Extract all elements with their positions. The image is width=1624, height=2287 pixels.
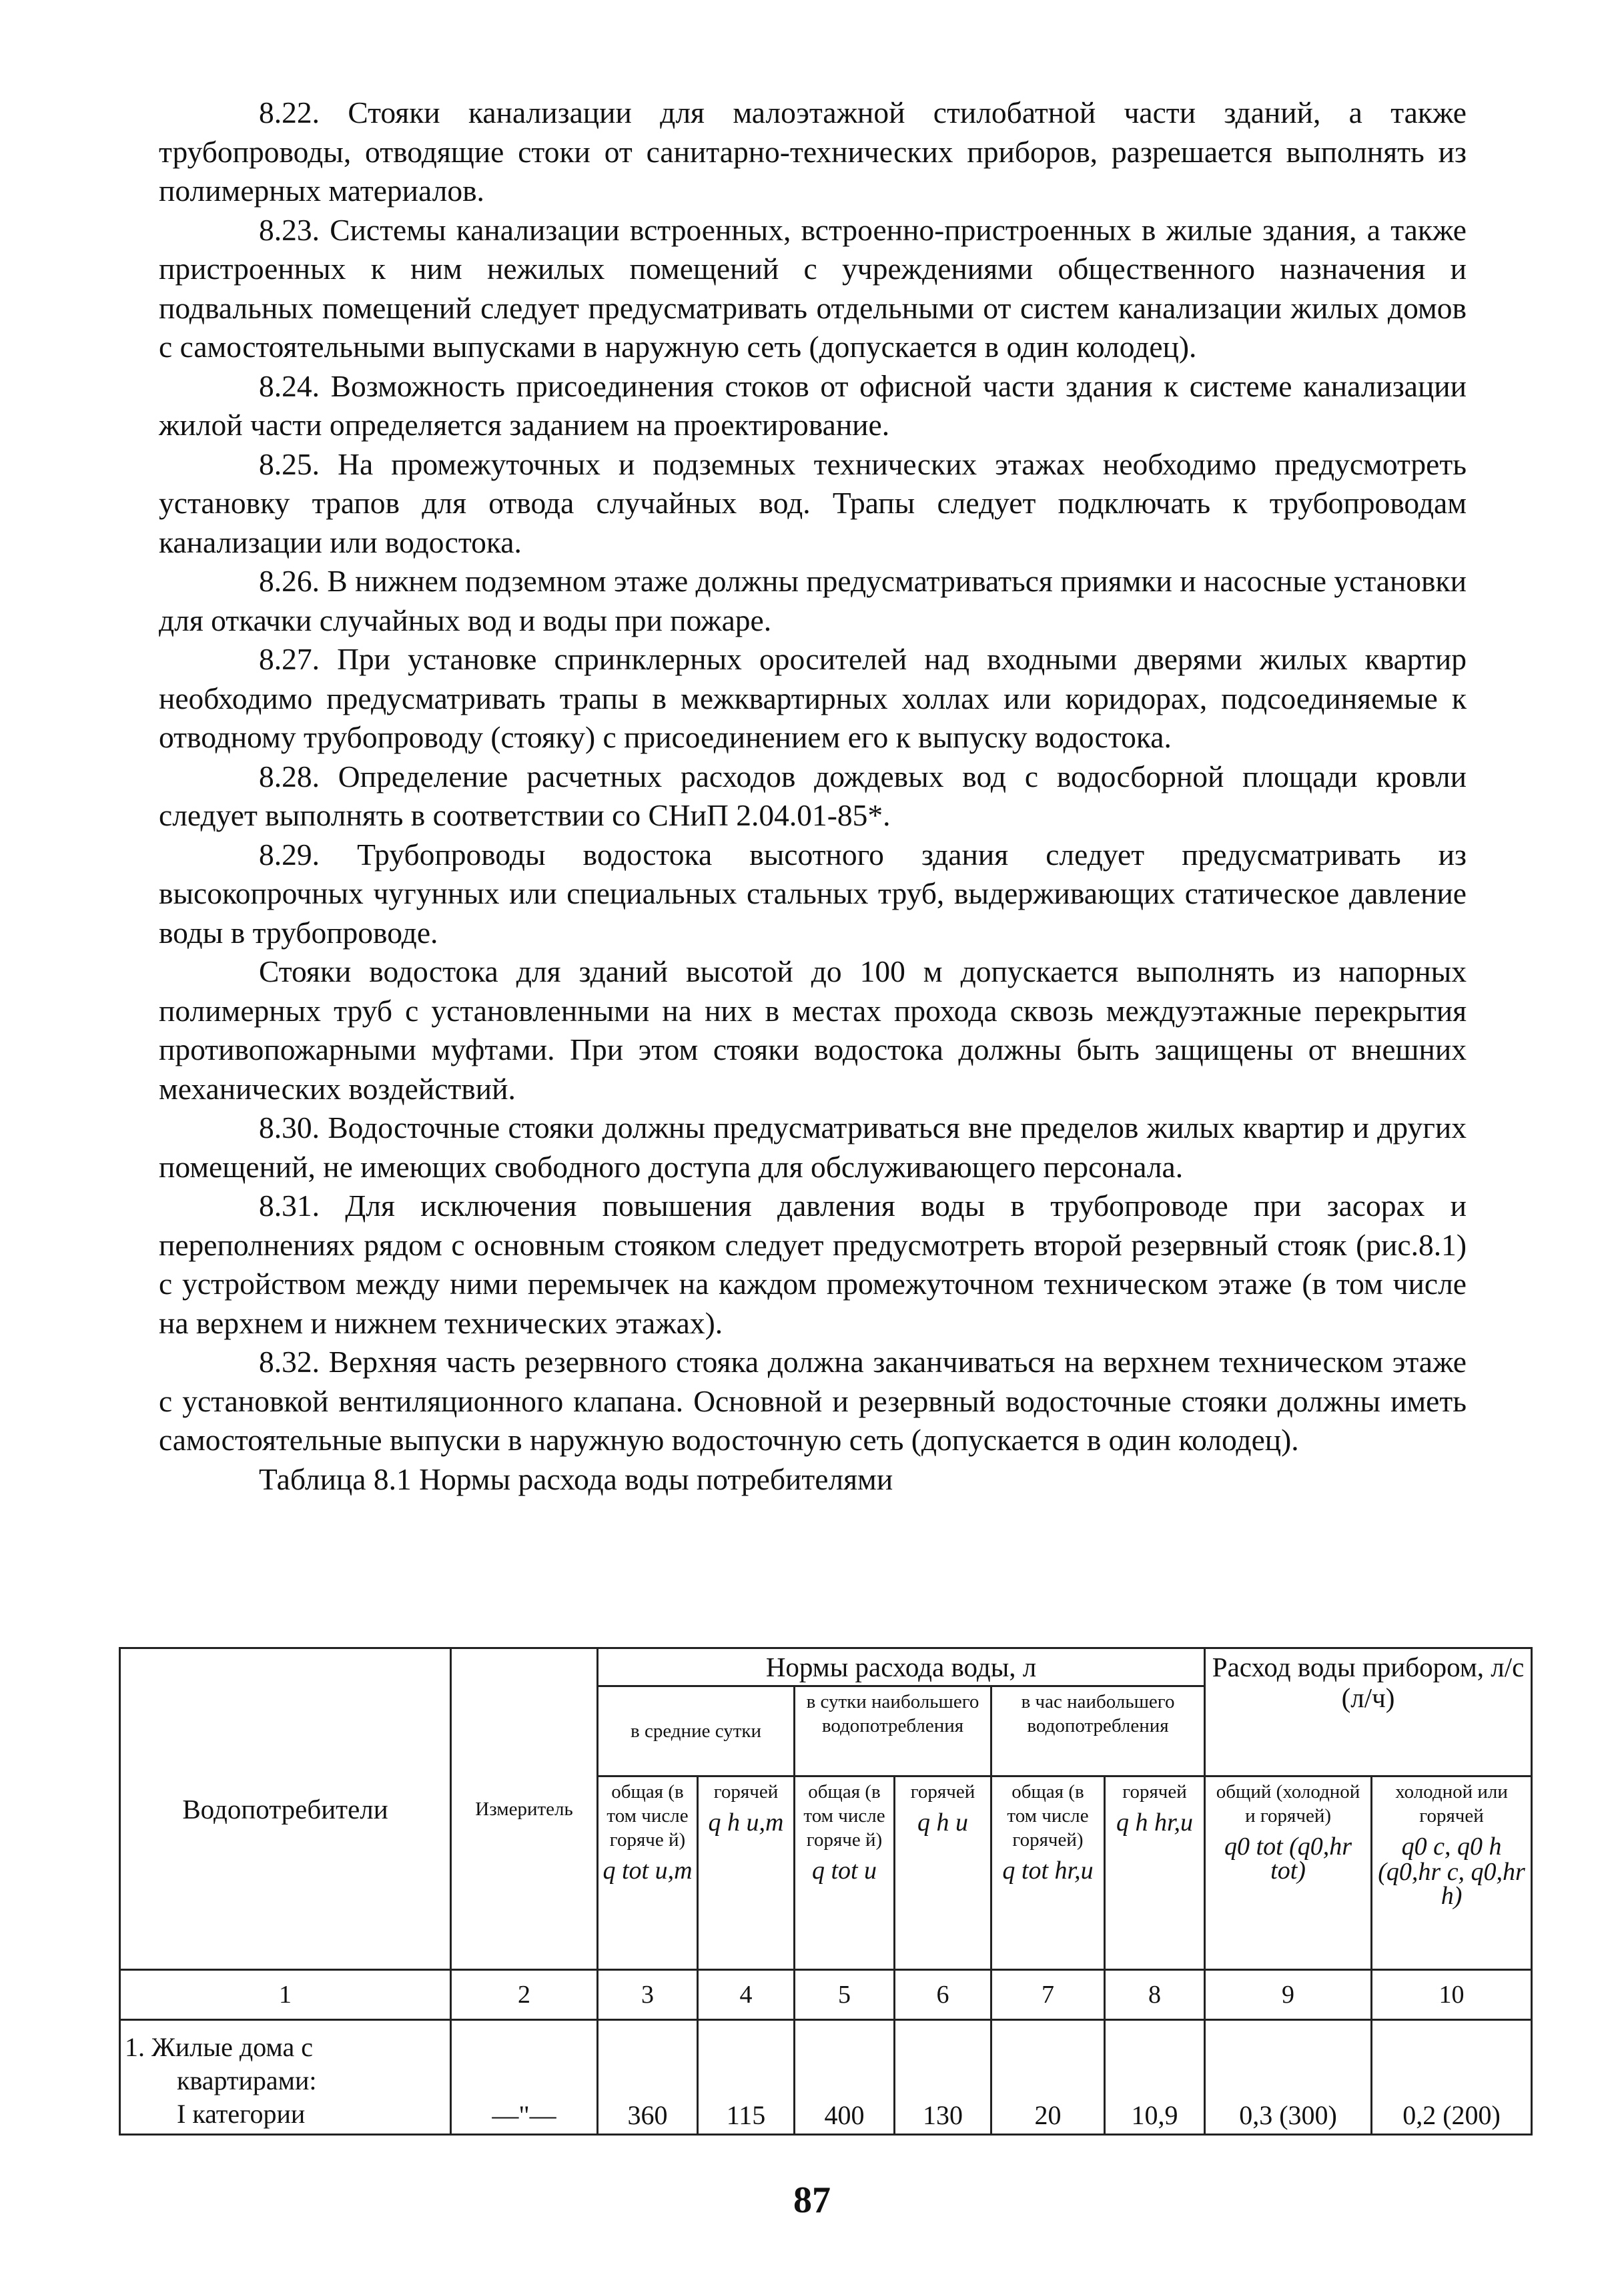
paragraph-8-28: 8.28. Определение расчетных расходов дождевых вод с водосборной площади кровли следует выполнять в соответствии со СНиП 2.04.01-85*. — [159, 759, 1467, 832]
header-norms: Нормы расхода воды, л — [598, 1648, 1205, 1686]
col-number: 7 — [991, 1970, 1105, 2020]
col-number: 1 — [120, 1970, 451, 2020]
page-number: 87 — [793, 2180, 831, 2221]
paragraph-8-30: 8.30. Водосточные стояки должны предусматриваться вне пределов жилых квартир и других помещений, не имеющих свободного доступа для обслуживающего персонала. — [159, 1110, 1467, 1184]
col-number: 4 — [698, 1970, 795, 2020]
row-name-line: I категории — [177, 2099, 306, 2129]
header-col10 — [1372, 1776, 1532, 1970]
header-col6 — [895, 1776, 991, 1970]
row-unit: —"— — [451, 2020, 598, 2135]
col-number: 2 — [451, 1970, 598, 2020]
symbol-q0hr-c-h: (q0,hr c, q0,hr h) — [1378, 1858, 1525, 1910]
header-col3 — [598, 1776, 698, 1970]
header-total-label: общая (в том числе горяче й) — [803, 1781, 885, 1851]
cell-value: 360 — [598, 2020, 698, 2135]
col-number: 10 — [1372, 1970, 1532, 2020]
symbol-q-h-u: q h u — [917, 1809, 968, 1837]
header-max-hour: в час наибольшего водопотребления — [991, 1686, 1205, 1776]
row-consumer-name — [120, 2020, 451, 2135]
symbol-q-tot-u: q tot u — [811, 1857, 877, 1885]
table-caption: Таблица 8.1 Нормы расхода воды потребителями — [259, 1461, 893, 1496]
symbol-q-tot-hru: q tot hr,u — [1002, 1857, 1094, 1885]
cell-value: 0,3 (300) — [1205, 2020, 1372, 2135]
paragraph-8-22: 8.22. Стояки канализации для малоэтажной стилобатной части зданий, а также трубопроводы, отводящие стоки от санитарно-технических приборов, разрешается выполнять из полимерных материалов. — [159, 95, 1467, 208]
document-body — [159, 93, 1467, 1499]
paragraph-8-26: 8.26. В нижнем подземном этаже должны предусматриваться приямки и насосные установки для откачки случайных вод и воды при пожаре. — [159, 564, 1467, 637]
header-cold-or-hot: холодной или горячей — [1395, 1781, 1508, 1827]
col-number: 3 — [598, 1970, 698, 2020]
header-col8 — [1105, 1776, 1205, 1970]
paragraph-8-27: 8.27. При установке спринклерных оросителей над входными дверями жилых квартир необходимо предусматривать трапы в межквартирных холлах или коридорах, подсоединяемые к отводному трубопроводу (стояку) с присоединением его к выпуску водостока. — [159, 642, 1467, 754]
paragraph-8-32: 8.32. Верхняя часть резервного стояка должна заканчиваться на верхнем техническом этаже с установкой вентиляционного клапана. Основной и резервный водосточные стояки должны иметь самостоятельные выпуски в наружную водосточную сеть (допускается в один колодец). — [159, 1345, 1467, 1457]
header-flow: Расход воды прибором, л/с (л/ч) — [1205, 1648, 1532, 1776]
paragraph-8-29-cont: Стояки водостока для зданий высотой до 100 м допускается выполнять из напорных полимерных труб с установленными на них в местах прохода сквозь междуэтажные перекрытия противопожарными муфтами. При этом стояки водостока должны быть защищены от внешних механических воздействий. — [159, 954, 1467, 1106]
symbol-q0-c-h: q0 c, q0 h — [1401, 1833, 1502, 1861]
header-avg-day: в средние сутки — [598, 1686, 795, 1776]
header-hot-label: горячей — [713, 1781, 779, 1803]
table-row — [120, 2020, 1532, 2135]
paragraph-8-31: 8.31. Для исключения повышения давления воды в трубопроводе при засорах и переполнениях рядом с основным стояком следует предусмотреть второй резервный стояк (рис.8.1) с устройством между ними перемычек на каждом промежуточном техническом этаже (в том числе на верхнем и нижнем технических этажах). — [159, 1189, 1467, 1340]
cell-value: 20 — [991, 2020, 1105, 2135]
header-total-cold-hot: общий (холодной и горячей) — [1216, 1781, 1360, 1827]
header-col7 — [991, 1776, 1105, 1970]
symbol-q-h-hru: q h hr,u — [1116, 1809, 1194, 1837]
header-unit: Измеритель — [451, 1648, 598, 1970]
col-number: 6 — [895, 1970, 991, 2020]
header-total-label: общая (в том числе горяче й) — [606, 1781, 689, 1851]
water-norms-table — [119, 1647, 1533, 2136]
row-name-line: квартирами: — [177, 2065, 317, 2095]
cell-value: 400 — [795, 2020, 895, 2135]
col-number: 5 — [795, 1970, 895, 2020]
header-col5 — [795, 1776, 895, 1970]
header-consumers: Водопотребители — [120, 1648, 451, 1970]
header-col9 — [1205, 1776, 1372, 1970]
cell-value: 130 — [895, 2020, 991, 2135]
col-number: 8 — [1105, 1970, 1205, 2020]
symbol-q-h-um: q h u,m — [708, 1809, 784, 1837]
header-hot-label: горячей — [910, 1781, 975, 1803]
row-name-line: 1. Жилые дома с — [125, 2032, 313, 2062]
symbol-q-tot-um: q tot u,m — [602, 1857, 693, 1885]
header-hot-label: горячей — [1122, 1781, 1187, 1803]
cell-value: 115 — [698, 2020, 795, 2135]
paragraph-8-25: 8.25. На промежуточных и подземных технических этажах необходимо предусмотреть установку трапов для отвода случайных вод. Трапы следует подключать к трубопроводам канализации или водостока. — [159, 446, 1467, 559]
header-col4 — [698, 1776, 795, 1970]
header-max-day: в сутки наибольшего водопотребления — [795, 1686, 991, 1776]
symbol-q0-tot: q0 tot (q0,hr tot) — [1224, 1833, 1352, 1885]
paragraph-8-24: 8.24. Возможность присоединения стоков от офисной части здания к системе канализации жилой части определяется заданием на проектирование. — [159, 368, 1467, 442]
cell-value: 10,9 — [1105, 2020, 1205, 2135]
paragraph-8-29: 8.29. Трубопроводы водостока высотного здания следует предусматривать из высокопрочных чугунных или специальных стальных труб, выдерживающих статическое давление воды в трубопроводе. — [159, 837, 1467, 950]
paragraph-8-23: 8.23. Системы канализации встроенных, встроенно-пристроенных в жилые здания, а также пристроенных к ним нежилых помещений с учреждениями общественного назначения и подвальных помещений следует предусматривать отдельными от систем канализации жилых домов с самостоятельными выпусками в наружную сеть (допускается в один колодец). — [159, 212, 1467, 364]
col-number: 9 — [1205, 1970, 1372, 2020]
header-total-label: общая (в том числе горячей) — [1007, 1781, 1089, 1851]
cell-value: 0,2 (200) — [1372, 2020, 1532, 2135]
